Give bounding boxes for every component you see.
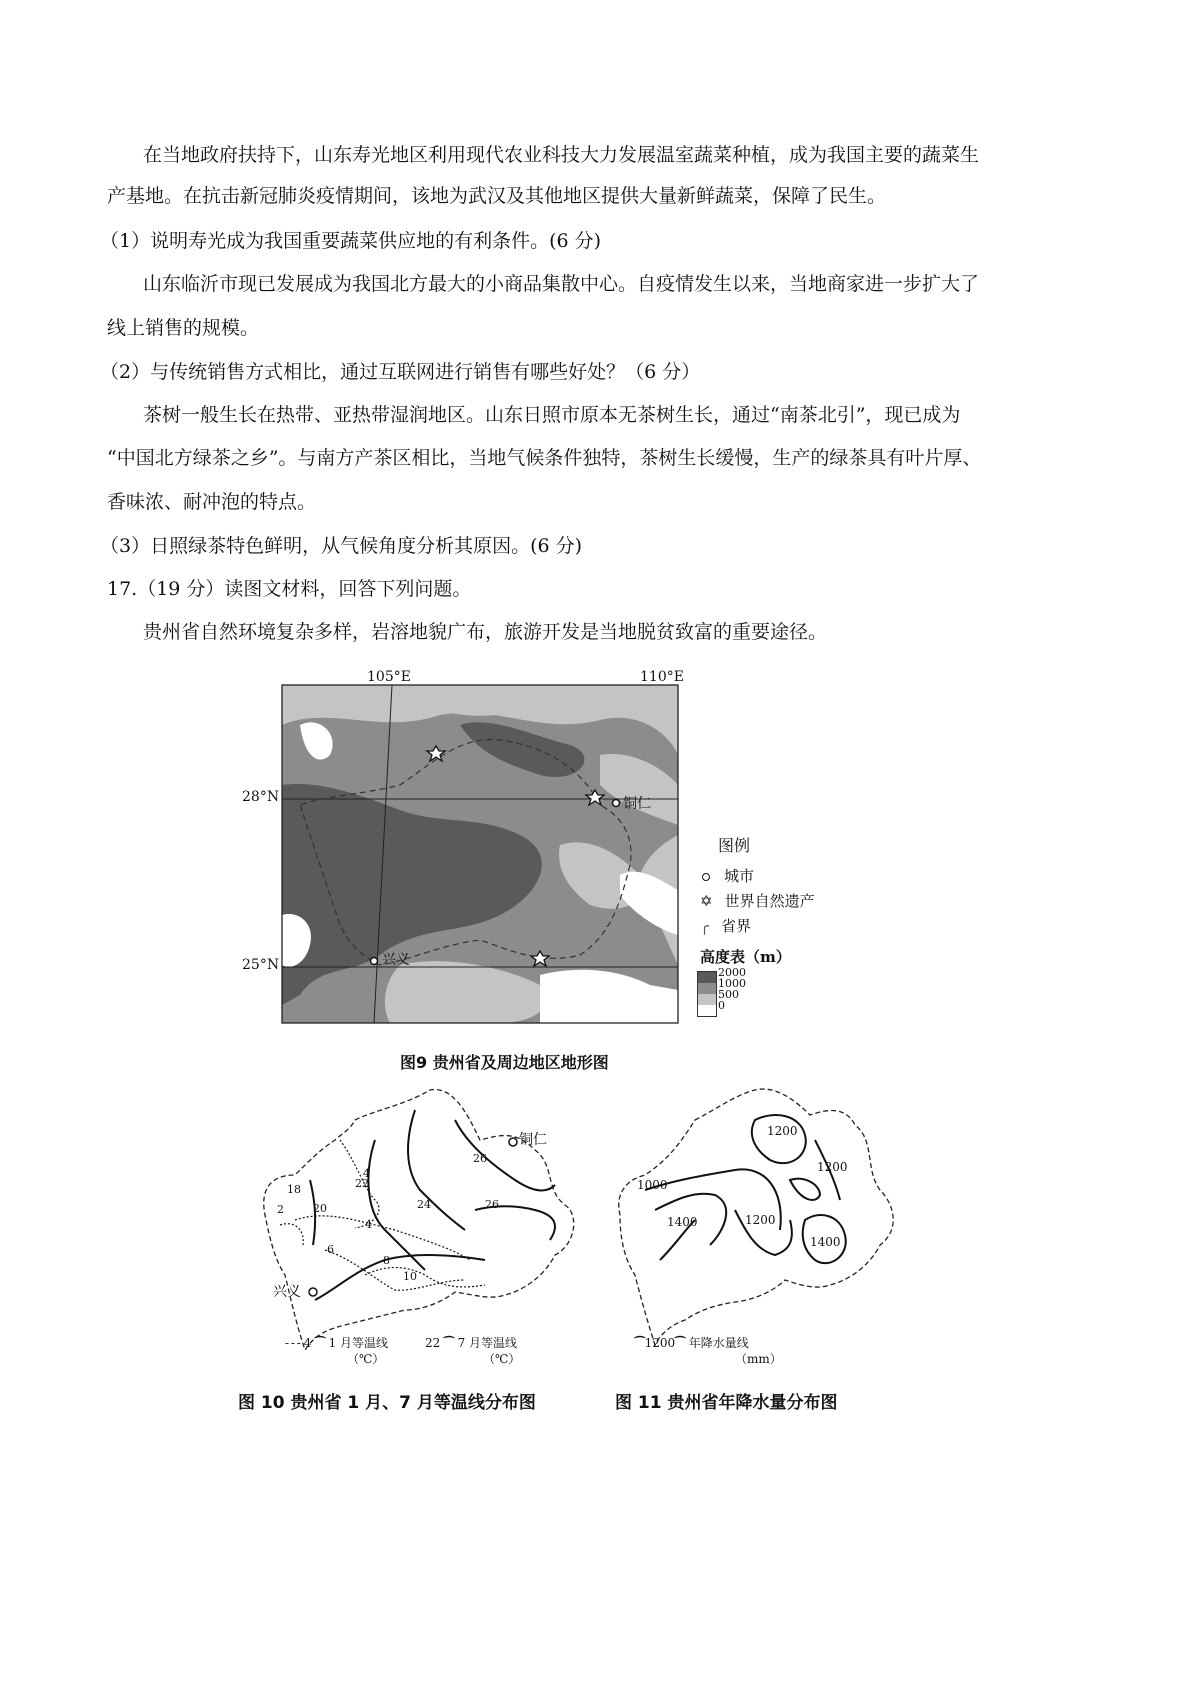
figure-10-isotherm-map: [255, 1080, 615, 1370]
city-icon: [702, 873, 710, 881]
legend-heritage-label: 世界自然遗产: [724, 892, 815, 910]
heritage-star-icon: ✡: [700, 892, 713, 910]
legend-heritage-item: [700, 890, 815, 911]
legend-city-item: [702, 865, 754, 886]
longitude-105-label: 105°E: [367, 669, 411, 685]
jul-isotherm-legend: 22 ⁀ 7 月等温线: [425, 1336, 518, 1350]
jan-legend-text: 1 月等温线: [328, 1336, 389, 1350]
figure-9-caption: 图9 贵州省及周边地区地形图: [400, 1053, 609, 1072]
elevation-legend-title: 高度表（m）: [700, 948, 791, 966]
jul-isotherm-label: 22: [355, 1177, 369, 1190]
paragraph-shouguang-line2: 产基地。在抗击新冠肺炎疫情期间，该地为武汉及其他地区提供大量新鲜蔬菜，保障了民生。: [107, 185, 887, 207]
isohyet-label: 1400: [810, 1235, 841, 1249]
jul-legend-unit: （℃）: [483, 1352, 521, 1366]
isohyet-legend-unit: （mm）: [735, 1352, 782, 1366]
jan-isotherm-legend: - - - 4 ⁀ 1 月等温线: [285, 1336, 389, 1350]
jan-isotherm-label: 4: [363, 1167, 370, 1180]
question-1: （1）说明寿光成为我国重要蔬菜供应地的有利条件。(6 分): [100, 230, 602, 252]
terrain-shading: [282, 685, 678, 1023]
figure-11-precipitation-map: [615, 1080, 945, 1370]
jan-isotherm-label: 2: [277, 1203, 284, 1216]
jan-isotherm-label: 6: [327, 1243, 334, 1256]
paragraph-rizhao-line3: 香味浓、耐冲泡的特点。: [107, 491, 317, 513]
elevation-2000-label: 2000: [718, 966, 746, 979]
isohyet-legend-text: 年降水量线: [688, 1336, 749, 1350]
jul-isotherm-label: 24: [417, 1198, 431, 1211]
isohyet-label: 1000: [637, 1178, 668, 1192]
jan-legend-value: 4: [303, 1336, 312, 1350]
isohyet-label: 1400: [667, 1215, 698, 1229]
paragraph-shouguang-line1: 在当地政府扶持下，山东寿光地区利用现代农业科技大力发展温室蔬菜种植，成为我国主要的蔬菜生: [143, 144, 980, 166]
question-2: （2）与传统销售方式相比，通过互联网进行销售有哪些好处？（6 分）: [100, 361, 701, 383]
legend-border-label: 省界: [721, 917, 752, 935]
isohyet-label: 1200: [817, 1160, 848, 1174]
isohyet-label: 1200: [767, 1124, 798, 1138]
city-tongren-label: 铜仁: [519, 1132, 547, 1148]
figure-9-terrain-map: [240, 665, 940, 1045]
jul-legend-text: 7 月等温线: [457, 1336, 518, 1350]
border-dash-icon: ╭: [700, 917, 710, 935]
city-xingyi-icon: [309, 1288, 317, 1296]
jul-isotherm-label: 26: [473, 1152, 487, 1165]
city-xingyi-label: 兴义: [382, 952, 410, 968]
elevation-0-label: 0: [718, 999, 725, 1012]
figure-10-caption: 图 10 贵州省 1 月、7 月等温线分布图: [238, 1393, 536, 1413]
latitude-28-label: 28°N: [242, 789, 280, 805]
longitude-110-label: 110°E: [640, 669, 684, 685]
legend-city-label: 城市: [724, 867, 755, 885]
paragraph-linyi-line1: 山东临沂市现已发展成为我国北方最大的小商品集散中心。自疫情发生以来，当地商家进一步扩大了: [143, 273, 980, 295]
jul-isotherm-label: 18: [287, 1183, 301, 1196]
paragraph-linyi-line2: 线上销售的规模。: [107, 317, 260, 339]
city-tongren-icon: [613, 800, 620, 807]
paragraph-guizhou: 贵州省自然环境复杂多样，岩溶地貌广布，旅游开发是当地脱贫致富的重要途径。: [143, 621, 828, 643]
isohyet-legend-value: 1200: [644, 1336, 676, 1350]
jul-isotherm-label: 20: [313, 1202, 327, 1215]
city-xingyi-icon: [371, 958, 378, 965]
paragraph-rizhao-line2: “中国北方绿茶之乡”。与南方产茶区相比，当地气候条件独特，茶树生长缓慢，生产的绿茶具有叶片厚、: [107, 447, 982, 469]
latitude-25-label: 25°N: [242, 957, 280, 973]
city-xingyi-label: 兴义: [273, 1284, 301, 1300]
figure-11-caption: 图 11 贵州省年降水量分布图: [615, 1393, 838, 1413]
jan-legend-unit: （℃）: [347, 1352, 385, 1366]
jan-isotherm-label: 4: [365, 1218, 372, 1231]
elevation-1000-label: 1000: [718, 977, 746, 990]
paragraph-rizhao-line1: 茶树一般生长在热带、亚热带湿润地区。山东日照市原本无茶树生长，通过“南茶北引”，现已成为: [143, 404, 961, 426]
elevation-scale: [697, 971, 717, 1017]
question-17: 17.（19 分）读图文材料，回答下列问题。: [107, 578, 472, 600]
isohyet-legend: ⁀1200⁀ 年降水量线: [635, 1336, 749, 1350]
city-tongren-label: 铜仁: [623, 796, 651, 812]
jul-legend-value: 22: [425, 1336, 441, 1350]
legend-title: 图例: [718, 836, 751, 855]
jan-isotherm-label: 10: [403, 1270, 417, 1283]
city-tongren-icon: [509, 1138, 517, 1146]
isohyet-label: 1200: [745, 1213, 776, 1227]
question-3: （3）日照绿茶特色鲜明，从气候角度分析其原因。(6 分): [100, 535, 583, 557]
legend-border-item: [700, 915, 751, 936]
elevation-500-label: 500: [718, 988, 739, 1001]
jan-isotherm-label: 8: [383, 1254, 390, 1267]
jul-isotherm-label: 26: [485, 1198, 499, 1211]
